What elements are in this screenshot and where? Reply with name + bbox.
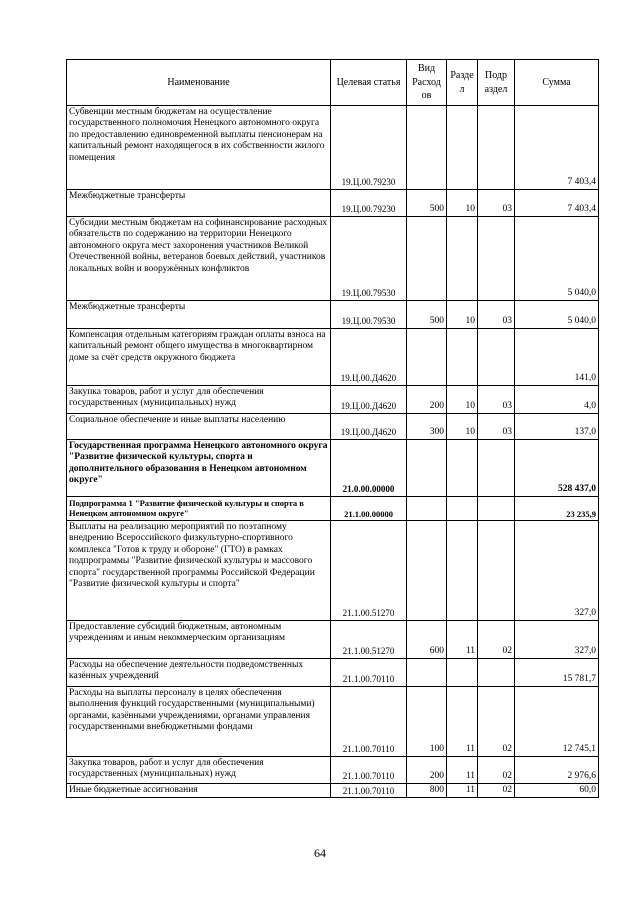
row-expense-type: 800 (407, 784, 447, 798)
row-expense-type: 200 (407, 386, 447, 414)
row-subsection (478, 217, 515, 301)
row-code: 21.1.00.51270 (331, 521, 407, 621)
row-code: 19.Ц.00.79530 (331, 217, 407, 301)
row-subsection (478, 497, 515, 521)
row-subsection: 02 (478, 687, 515, 757)
row-section (447, 521, 478, 621)
row-sum: 7 403,4 (515, 190, 599, 217)
row-name: Субсидии местным бюджетам на софинансирование расходных обязательств по содержанию на территории Ненецкого автономного округа мест захоронения участников Великой Отечественной войны, ветеранов боевых действий, участников локальных войн и вооружённых конфликтов (67, 217, 331, 301)
row-name: Межбюджетные трансферты (67, 301, 331, 329)
row-section (447, 217, 478, 301)
row-sum: 528 437,0 (515, 440, 599, 497)
table-row (67, 440, 599, 497)
row-sum: 141,0 (515, 329, 599, 386)
row-expense-type (407, 521, 447, 621)
row-subsection (478, 521, 515, 621)
row-name: Компенсация отдельным категориям граждан оплаты взноса на капитальный ремонт общего имущества в многоквартирном доме за счёт средств окружного бюджета (67, 329, 331, 386)
row-expense-type: 600 (407, 621, 447, 659)
row-sum: 137,0 (515, 414, 599, 440)
row-code: 19.Ц.00.Д4620 (331, 329, 407, 386)
row-expense-type: 100 (407, 687, 447, 757)
row-subsection: 03 (478, 386, 515, 414)
row-section (447, 106, 478, 190)
row-section: 11 (447, 687, 478, 757)
table-row (67, 621, 599, 659)
row-code: 21.1.00.51270 (331, 621, 407, 659)
row-expense-type (407, 217, 447, 301)
row-expense-type: 500 (407, 190, 447, 217)
row-sum: 5 040,0 (515, 301, 599, 329)
row-section (447, 329, 478, 386)
row-expense-type: 300 (407, 414, 447, 440)
row-subsection: 03 (478, 414, 515, 440)
row-code: 21.1.00.70110 (331, 659, 407, 687)
header-subsection: Подр аздел (478, 60, 515, 106)
row-name: Расходы на выплаты персоналу в целях обеспечения выполнения функций государственными (муниципальными) органами, казёнными учреждениями, органами управления государственными внебюджетными фондами (67, 687, 331, 757)
row-subsection: 02 (478, 784, 515, 798)
table-row (67, 386, 599, 414)
table-row (67, 301, 599, 329)
row-expense-type: 500 (407, 301, 447, 329)
budget-table (66, 59, 599, 798)
row-code: 19.Ц.00.Д4620 (331, 414, 407, 440)
page-number: 64 (314, 846, 326, 860)
row-section (447, 440, 478, 497)
row-sum: 60,0 (515, 784, 599, 798)
row-code: 21.0.00.00000 (331, 440, 407, 497)
row-subsection: 02 (478, 757, 515, 784)
table-row (67, 329, 599, 386)
row-name: Выплаты на реализацию мероприятий по поэтапному внедрению Всероссийского физкультурно-спортивного комплекса "Готов к труду и обороне" (ГТО) в рамках подпрограммы "Развитие физической культуры и массового спорта" государственной программы Российской Федерации "Развитие физической культуры и спорта" (67, 521, 331, 621)
row-sum: 327,0 (515, 621, 599, 659)
row-section: 11 (447, 757, 478, 784)
row-name: Субвенции местным бюджетам на осуществление государственного полномочия Ненецкого автономного округа по предоставлению единовременной выплаты пенсионерам на капитальный ремонт находящегося в их собственности жилого помещения (67, 106, 331, 190)
row-sum: 23 235,9 (515, 497, 599, 521)
header-target-article: Целевая статья (331, 60, 407, 106)
row-code: 21.1.00.70110 (331, 687, 407, 757)
table-row (67, 659, 599, 687)
row-section: 10 (447, 386, 478, 414)
row-subsection (478, 440, 515, 497)
row-section: 11 (447, 784, 478, 798)
header-expense-type: Вид Расход ов (407, 60, 447, 106)
row-subsection: 03 (478, 190, 515, 217)
row-code: 21.1.00.00000 (331, 497, 407, 521)
row-name: Межбюджетные трансферты (67, 190, 331, 217)
row-name: Закупка товаров, работ и услуг для обеспечения государственных (муниципальных) нужд (67, 386, 331, 414)
row-expense-type (407, 497, 447, 521)
row-sum: 2 976,6 (515, 757, 599, 784)
row-sum: 327,0 (515, 521, 599, 621)
row-code: 19.Ц.00.79230 (331, 190, 407, 217)
table-row (67, 414, 599, 440)
table-row (67, 190, 599, 217)
row-section (447, 659, 478, 687)
row-section: 10 (447, 301, 478, 329)
table-row (67, 521, 599, 621)
table-row (67, 687, 599, 757)
table-row (67, 497, 599, 521)
table-row (67, 217, 599, 301)
row-section: 10 (447, 190, 478, 217)
row-subsection: 02 (478, 621, 515, 659)
header-row (67, 60, 599, 106)
row-sum: 4,0 (515, 386, 599, 414)
header-section: Разде л (447, 60, 478, 106)
row-subsection (478, 659, 515, 687)
row-name: Государственная программа Ненецкого автономного округа "Развитие физической культуры, спорта и дополнительного образования в Ненецком автономном округе" (67, 440, 331, 497)
row-name: Иные бюджетные ассигнования (67, 784, 331, 798)
row-section: 11 (447, 621, 478, 659)
table-row (67, 757, 599, 784)
row-expense-type (407, 659, 447, 687)
row-code: 21.1.00.70110 (331, 784, 407, 798)
row-code: 19.Ц.00.79230 (331, 106, 407, 190)
row-sum: 15 781,7 (515, 659, 599, 687)
row-name: Социальное обеспечение и иные выплаты населению (67, 414, 331, 440)
row-code: 19.Ц.00.Д4620 (331, 386, 407, 414)
header-name: Наименование (67, 60, 331, 106)
row-sum: 5 040,0 (515, 217, 599, 301)
table-row (67, 106, 599, 190)
header-sum: Сумма (515, 60, 599, 106)
row-expense-type (407, 329, 447, 386)
row-name: Предоставление субсидий бюджетным, автономным учреждениям и иным некоммерческим организациям (67, 621, 331, 659)
row-expense-type (407, 440, 447, 497)
row-section (447, 497, 478, 521)
row-sum: 12 745,1 (515, 687, 599, 757)
row-subsection (478, 106, 515, 190)
row-subsection: 03 (478, 301, 515, 329)
table-row (67, 784, 599, 798)
row-code: 19.Ц.00.79530 (331, 301, 407, 329)
row-code: 21.1.00.70110 (331, 757, 407, 784)
row-subsection (478, 329, 515, 386)
row-name: Закупка товаров, работ и услуг для обеспечения государственных (муниципальных) нужд (67, 757, 331, 784)
row-name: Расходы на обеспечение деятельности подведомственных казённых учреждений (67, 659, 331, 687)
row-sum: 7 403,4 (515, 106, 599, 190)
row-section: 10 (447, 414, 478, 440)
row-name: Подпрограмма 1 "Развитие физической культуры и спорта в Ненецком автономном округе" (67, 497, 331, 521)
row-expense-type (407, 106, 447, 190)
row-expense-type: 200 (407, 757, 447, 784)
